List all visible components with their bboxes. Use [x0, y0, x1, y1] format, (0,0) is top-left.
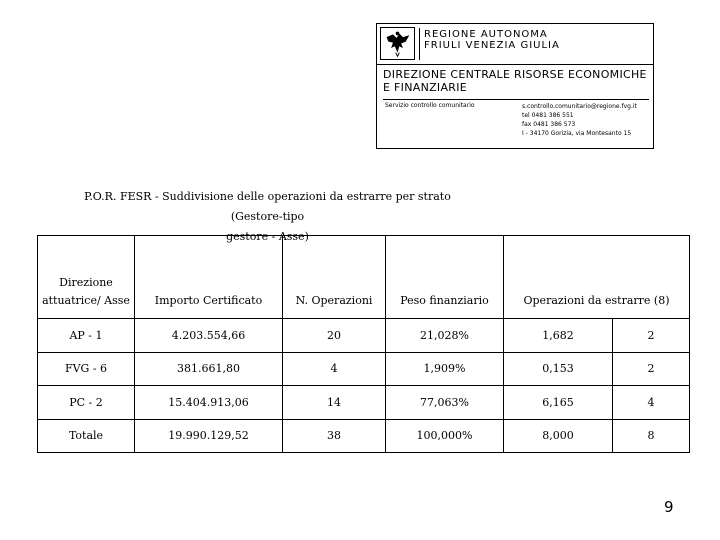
region-name — [424, 29, 560, 51]
contact-fax: fax 0481 386 573 — [522, 121, 576, 128]
cell-calc: 8,000 — [504, 419, 613, 453]
header-estrarre: Operazioni da estrarre (8) — [504, 236, 690, 319]
header-direzione-line-1: Direzione — [59, 276, 113, 289]
contact-block — [522, 102, 637, 138]
title-line-2: gestore - Asse) — [226, 230, 309, 243]
cell-asse: AP - 1 — [38, 319, 135, 353]
header-n-operazioni: N. Operazioni — [283, 236, 386, 319]
letterhead-divider — [419, 28, 420, 60]
direction-line-2: E FINANZIARIE — [383, 81, 468, 94]
header-direzione — [38, 236, 135, 319]
cell-estrarre: 8 — [613, 419, 690, 453]
cell-estrarre: 2 — [613, 352, 690, 386]
cell-n-operazioni: 14 — [283, 386, 386, 420]
letterhead-rule-2 — [383, 99, 649, 100]
table-row-total — [38, 419, 690, 453]
table-row — [38, 352, 690, 386]
direction-name — [383, 68, 651, 94]
contact-tel: tel 0481 386 551 — [522, 112, 574, 119]
header-direzione-line-2: attuatrice/ Asse — [42, 294, 130, 307]
cell-asse: PC - 2 — [38, 386, 135, 420]
cell-n-operazioni: 38 — [283, 419, 386, 453]
header-importo: Importo Certificato — [135, 236, 283, 319]
header-peso: Peso finanziario — [386, 236, 504, 319]
letterhead-header — [377, 24, 653, 64]
page-number: 9 — [664, 498, 674, 516]
letterhead-rule — [377, 64, 653, 65]
cell-importo: 19.990.129,52 — [135, 419, 283, 453]
cell-estrarre: 4 — [613, 386, 690, 420]
cell-peso: 100,000% — [386, 419, 504, 453]
region-line-2: FRIULI VENEZIA GIULIA — [424, 40, 560, 51]
service-name: Servizio controllo comunitario — [385, 102, 475, 109]
cell-asse: FVG - 6 — [38, 352, 135, 386]
cell-peso: 1,909% — [386, 352, 504, 386]
cell-importo: 381.661,80 — [135, 352, 283, 386]
cell-peso: 77,063% — [386, 386, 504, 420]
table-row — [38, 386, 690, 420]
cell-importo: 4.203.554,66 — [135, 319, 283, 353]
table-header-row — [38, 236, 690, 319]
eagle-logo-graphic — [381, 28, 414, 59]
region-line-1: REGIONE AUTONOMA — [424, 29, 548, 40]
operations-table — [37, 235, 690, 453]
title-line-1: P.O.R. FESR - Suddivisione delle operazioni da estrarre per strato (Gestore-tipo — [84, 190, 451, 223]
cell-n-operazioni: 20 — [283, 319, 386, 353]
cell-calc: 6,165 — [504, 386, 613, 420]
contact-email: s.controllo.comunitario@regione.fvg.it — [522, 103, 637, 110]
cell-calc: 1,682 — [504, 319, 613, 353]
cell-calc: 0,153 — [504, 352, 613, 386]
cell-asse: Totale — [38, 419, 135, 453]
cell-estrarre: 2 — [613, 319, 690, 353]
cell-peso: 21,028% — [386, 319, 504, 353]
direction-line-1: DIREZIONE CENTRALE RISORSE ECONOMICHE — [383, 68, 647, 81]
cell-n-operazioni: 4 — [283, 352, 386, 386]
letterhead — [376, 23, 654, 149]
table-row — [38, 319, 690, 353]
eagle-logo-icon — [380, 27, 415, 60]
contact-address: I - 34170 Gorizia, via Montesanto 15 — [522, 130, 632, 137]
cell-importo: 15.404.913,06 — [135, 386, 283, 420]
